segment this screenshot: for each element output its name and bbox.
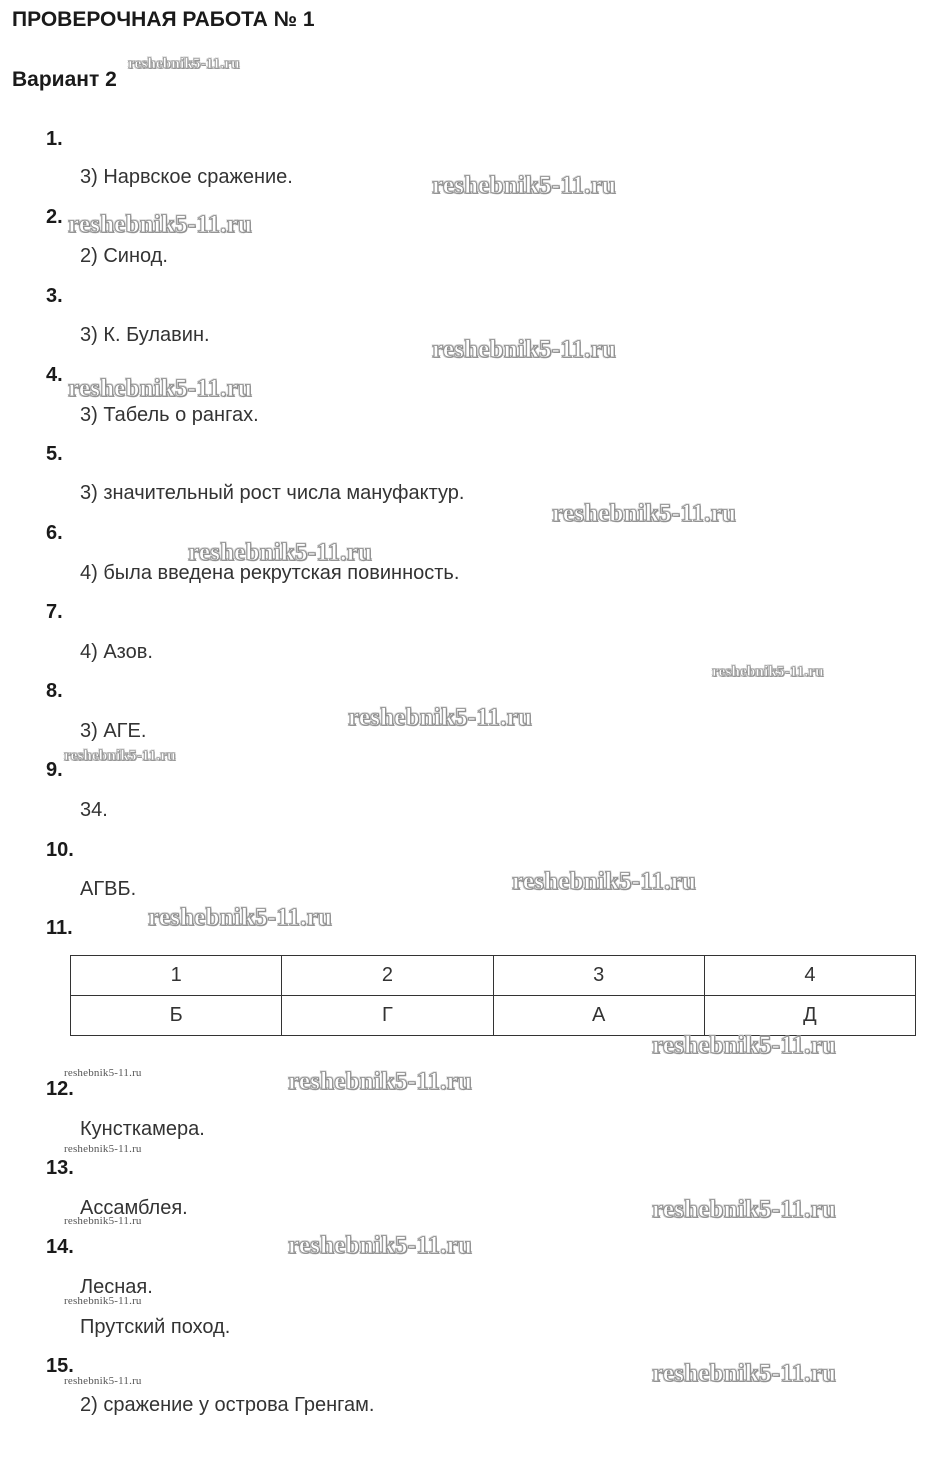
answer-text: АГВБ. (80, 878, 137, 900)
watermark: reshebnik5-11.ru (288, 1068, 473, 1095)
table-cell: Д (704, 996, 915, 1036)
answer-text: Ассамблея. (80, 1197, 188, 1219)
table-cell: 2 (282, 956, 493, 996)
table-cell: Г (282, 996, 493, 1036)
question-number: 10. (46, 839, 74, 861)
variant-heading: Вариант 2 (12, 68, 117, 91)
answer-text: Лесная. (80, 1276, 153, 1298)
watermark: reshebnik5-11.ru (64, 1143, 142, 1155)
answer-text: 4) Азов. (80, 641, 153, 663)
answer-text: 3) значительный рост числа мануфактур. (80, 482, 465, 504)
answer-text: 3) К. Булавин. (80, 324, 210, 346)
watermark: reshebnik5-11.ru (652, 1360, 837, 1387)
answer-text: 2) Синод. (80, 245, 168, 267)
question-number: 6. (46, 522, 63, 544)
matching-table (70, 955, 916, 1036)
answer-text: Кунсткамера. (80, 1118, 205, 1140)
question-number: 2. (46, 206, 63, 228)
question-number: 11. (46, 917, 73, 939)
question-number: 8. (46, 680, 63, 702)
question-number: 13. (46, 1157, 74, 1179)
watermark: reshebnik5-11.ru (652, 1196, 837, 1223)
table-header-row (71, 956, 916, 996)
question-number: 1. (46, 128, 63, 150)
page-title: ПРОВЕРОЧНАЯ РАБОТА № 1 (12, 8, 315, 31)
watermark: reshebnik5-11.ru (512, 868, 697, 895)
watermark: reshebnik5-11.ru (68, 211, 253, 238)
watermark: reshebnik5-11.ru (432, 336, 617, 363)
watermark: reshebnik5-11.ru (128, 56, 240, 72)
question-number: 9. (46, 759, 63, 781)
table-row (71, 996, 916, 1036)
question-number: 15. (46, 1355, 74, 1377)
question-number: 4. (46, 364, 63, 386)
table-cell: А (493, 996, 704, 1036)
watermark: reshebnik5-11.ru (348, 704, 533, 731)
watermark: reshebnik5-11.ru (64, 748, 176, 764)
question-number: 3. (46, 285, 63, 307)
watermark: reshebnik5-11.ru (712, 664, 824, 680)
table-cell: 3 (493, 956, 704, 996)
table-cell: Б (71, 996, 282, 1036)
watermark: reshebnik5-11.ru (64, 1215, 142, 1227)
watermark: reshebnik5-11.ru (188, 539, 373, 566)
answer-text: 4) была введена рекрутская повинность. (80, 562, 460, 584)
watermark: reshebnik5-11.ru (288, 1232, 473, 1259)
question-number: 5. (46, 443, 63, 465)
answer-text: 2) сражение у острова Гренгам. (80, 1394, 375, 1416)
watermark: reshebnik5-11.ru (552, 500, 737, 527)
watermark: reshebnik5-11.ru (64, 1067, 142, 1079)
watermark: reshebnik5-11.ru (68, 375, 253, 402)
table-cell: 4 (704, 956, 915, 996)
watermark: reshebnik5-11.ru (652, 1032, 837, 1059)
watermark: reshebnik5-11.ru (64, 1375, 142, 1387)
table-cell: 1 (71, 956, 282, 996)
question-number: 12. (46, 1078, 74, 1100)
watermark: reshebnik5-11.ru (432, 172, 617, 199)
question-number: 7. (46, 601, 63, 623)
answer-text: 3) АГЕ. (80, 720, 147, 742)
watermark: reshebnik5-11.ru (148, 904, 333, 931)
question-number: 14. (46, 1236, 74, 1258)
answer-text: Прутский поход. (80, 1316, 231, 1338)
watermark: reshebnik5-11.ru (64, 1295, 142, 1307)
answer-text: 3) Нарвское сражение. (80, 166, 293, 188)
answer-text: 3) Табель о рангах. (80, 404, 259, 426)
answer-text: 34. (80, 799, 108, 821)
